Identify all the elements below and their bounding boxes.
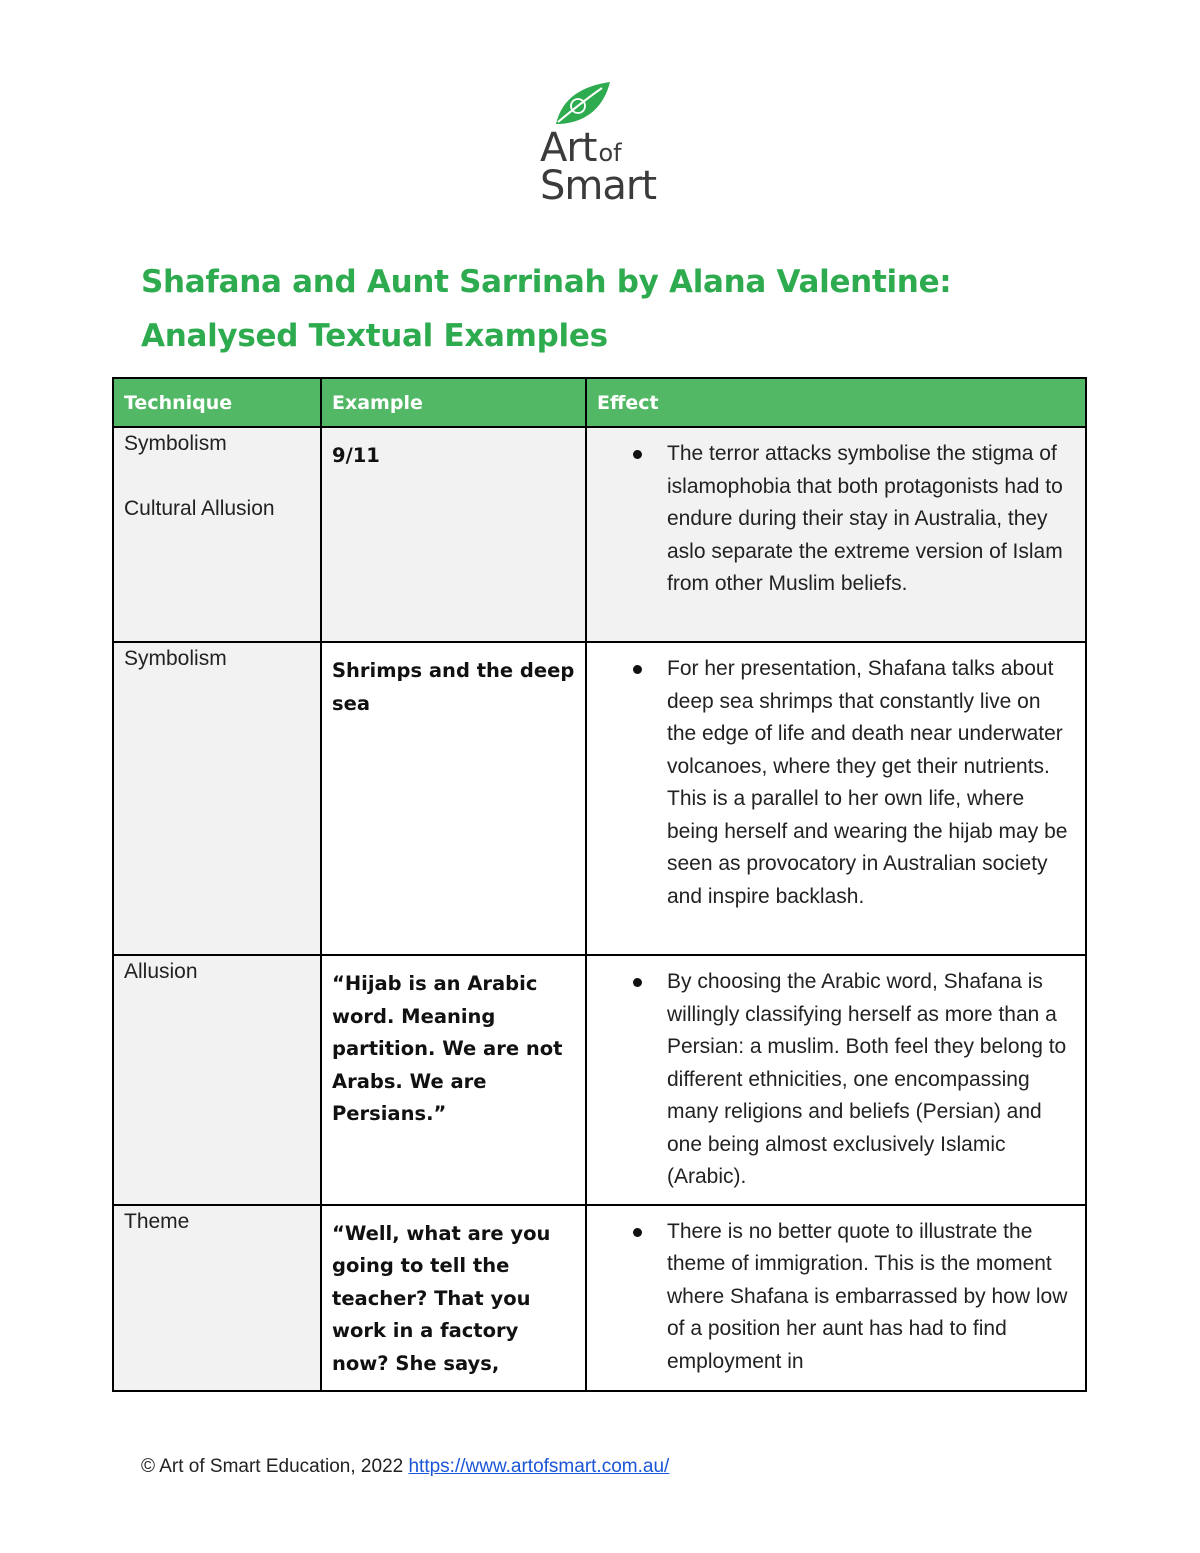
page-footer	[141, 1456, 669, 1478]
bullet-icon	[633, 450, 642, 459]
technique-label: Allusion	[124, 960, 198, 983]
effect-text: By choosing the Arabic word, Shafana is willingly classifying herself as more than a Persian: a muslim. Both feel they belong to different ethnicities, one encompassing many religions and beliefs (Persian) and one being almost exclusively Islamic (Arabic).	[667, 970, 1067, 1188]
bullet-icon	[633, 665, 642, 674]
header-effect: Effect	[586, 378, 1086, 427]
table-header-row	[113, 378, 1086, 427]
example-cell: Shrimps and the deep sea	[321, 642, 586, 955]
table-row	[113, 427, 1086, 642]
logo-word-smart: Smart	[540, 163, 656, 209]
technique-label: Cultural Allusion	[124, 497, 275, 520]
example-cell: “Hijab is an Arabic word. Meaning partition. We are not Arabs. We are Persians.”	[321, 955, 586, 1205]
effect-cell	[586, 955, 1086, 1205]
effect-text: The terror attacks symbolise the stigma of islamophobia that both protagonists had to endure during their stay in Australia, they aslo separate the extreme version of Islam from other Muslim beliefs.	[667, 442, 1063, 595]
example-cell: “Well, what are you going to tell the teacher? That you work in a factory now? She says,	[321, 1205, 586, 1392]
header-example: Example	[321, 378, 586, 427]
effect-bullet-item	[667, 966, 1075, 1194]
technique-cell	[113, 955, 321, 1205]
effect-cell	[586, 1205, 1086, 1392]
page-title-line-2: Analysed Textual Examples	[141, 318, 608, 354]
technique-cell	[113, 642, 321, 955]
logo-word-art: Art	[540, 125, 597, 171]
effect-text: There is no better quote to illustrate the theme of immigration. This is the moment where Shafana is embarrassed by how low of a position her aunt has had to find employment in	[667, 1219, 1068, 1373]
footer-copyright: © Art of Smart Education, 2022	[141, 1456, 404, 1477]
analysis-table	[112, 377, 1087, 1392]
example-cell: 9/11	[321, 427, 586, 642]
page-title	[141, 255, 1101, 363]
table-row	[113, 1205, 1086, 1392]
header-technique: Technique	[113, 378, 321, 427]
technique-label: Symbolism	[124, 647, 227, 670]
technique-label: Symbolism	[124, 432, 227, 455]
effect-bullet-item	[667, 653, 1075, 913]
art-of-smart-logo	[540, 80, 665, 210]
table-row	[113, 955, 1086, 1205]
bullet-icon	[633, 1228, 642, 1237]
technique-label: Theme	[124, 1209, 190, 1233]
technique-cell	[113, 1205, 321, 1392]
effect-cell	[586, 642, 1086, 955]
leaf-icon	[552, 80, 612, 128]
effect-bullet-item	[667, 1216, 1075, 1379]
effect-bullet-item	[667, 438, 1075, 601]
effect-cell	[586, 427, 1086, 642]
logo-word-of: of	[598, 139, 622, 167]
table-row	[113, 642, 1086, 955]
technique-cell	[113, 427, 321, 642]
page-title-line-1: Shafana and Aunt Sarrinah by Alana Valentine:	[141, 264, 952, 300]
effect-text: For her presentation, Shafana talks about deep sea shrimps that constantly live on the edge of life and death near underwater volcanoes, where they get their nutrients. This is a parallel to her own life, where being herself and wearing the hijab may be seen as provocatory in Australian society and inspire backlash.	[667, 657, 1068, 908]
bullet-icon	[633, 978, 642, 987]
footer-website-link[interactable]: https://www.artofsmart.com.au/	[408, 1456, 670, 1477]
